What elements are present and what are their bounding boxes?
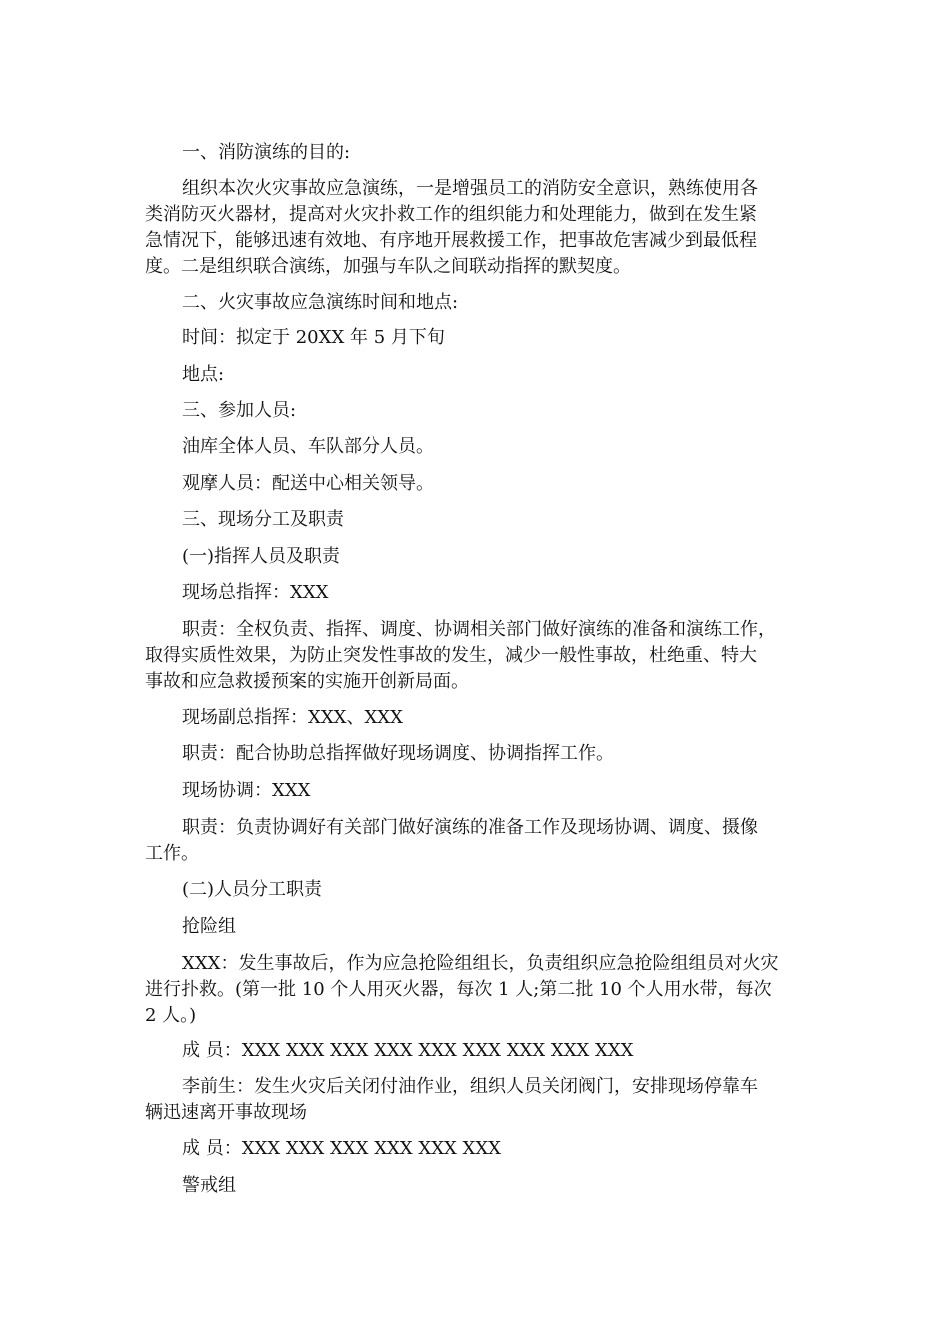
paragraph-line: XXX：发生事故后，作为应急抢险组组长，负责组织应急抢险组组员对火灾: [182, 953, 779, 974]
subheading-staff: (二)人员分工职责: [182, 879, 323, 900]
paragraph-line: 职责：全权负责、指挥、调度、协调相关部门做好演练的准备和演练工作，: [182, 619, 776, 640]
paragraph-line: 工作。: [145, 843, 199, 864]
heading-time-place: 二、火灾事故应急演练时间和地点:: [182, 292, 459, 313]
guard-group-title: 警戒组: [182, 1175, 236, 1196]
paragraph-line: 职责：负责协调好有关部门做好演练的准备工作及现场协调、调度、摄像: [182, 817, 758, 838]
time-line: 时间：拟定于 20XX 年 5 月下旬: [182, 327, 445, 348]
paragraph-line: 急情况下，能够迅速有效地、有序地开展救援工作，把事故危害减少到最低程: [145, 230, 757, 251]
paragraph-line: 2 人。): [145, 1005, 197, 1026]
paragraph-line: 组织本次火灾事故应急演练，一是增强员工的消防安全意识，熟练使用各: [182, 178, 758, 199]
coordinator-line: 现场协调：XXX: [182, 780, 311, 801]
heading-division: 三、现场分工及职责: [182, 509, 344, 530]
rescue-group-title: 抢险组: [182, 916, 236, 937]
participants-line: 油库全体人员、车队部分人员。: [182, 436, 434, 457]
paragraph-line: 进行扑救。(第一批 10 个人用灭火器，每次 1 人;第二批 10 个人用水带，每次: [145, 979, 772, 1000]
place-line: 地点:: [182, 364, 225, 385]
document-page: [145, 0, 810, 1344]
paragraph-line: 取得实质性效果，为防止突发性事故的发生，减少一般性事故，杜绝重、特大: [145, 645, 757, 666]
paragraph-line: 类消防灭火器材，提高对火灾扑救工作的组织能力和处理能力，做到在发生紧: [145, 204, 757, 225]
deputy-commander-line: 现场副总指挥：XXX、XXX: [182, 707, 403, 728]
heading-purpose: 一、消防演练的目的:: [182, 142, 351, 163]
heading-participants: 三、参加人员:: [182, 400, 297, 421]
commander-line: 现场总指挥：XXX: [182, 582, 329, 603]
subheading-command: (一)指挥人员及职责: [182, 546, 341, 567]
paragraph-line: 度。二是组织联合演练，加强与车队之间联动指挥的默契度。: [145, 256, 631, 277]
paragraph-line: 李前生：发生火灾后关闭付油作业，组织人员关闭阀门，安排现场停靠车: [182, 1076, 758, 1097]
members-line: 成 员：XXX XXX XXX XXX XXX XXX XXX XXX XXX: [182, 1040, 634, 1061]
paragraph-line: 辆迅速离开事故现场: [145, 1102, 307, 1123]
deputy-duty-line: 职责：配合协助总指挥做好现场调度、协调指挥工作。: [182, 743, 614, 764]
paragraph-line: 事故和应急救援预案的实施开创新局面。: [145, 671, 469, 692]
observers-line: 观摩人员：配送中心相关领导。: [182, 473, 434, 494]
members-line: 成 员：XXX XXX XXX XXX XXX XXX: [182, 1138, 501, 1159]
